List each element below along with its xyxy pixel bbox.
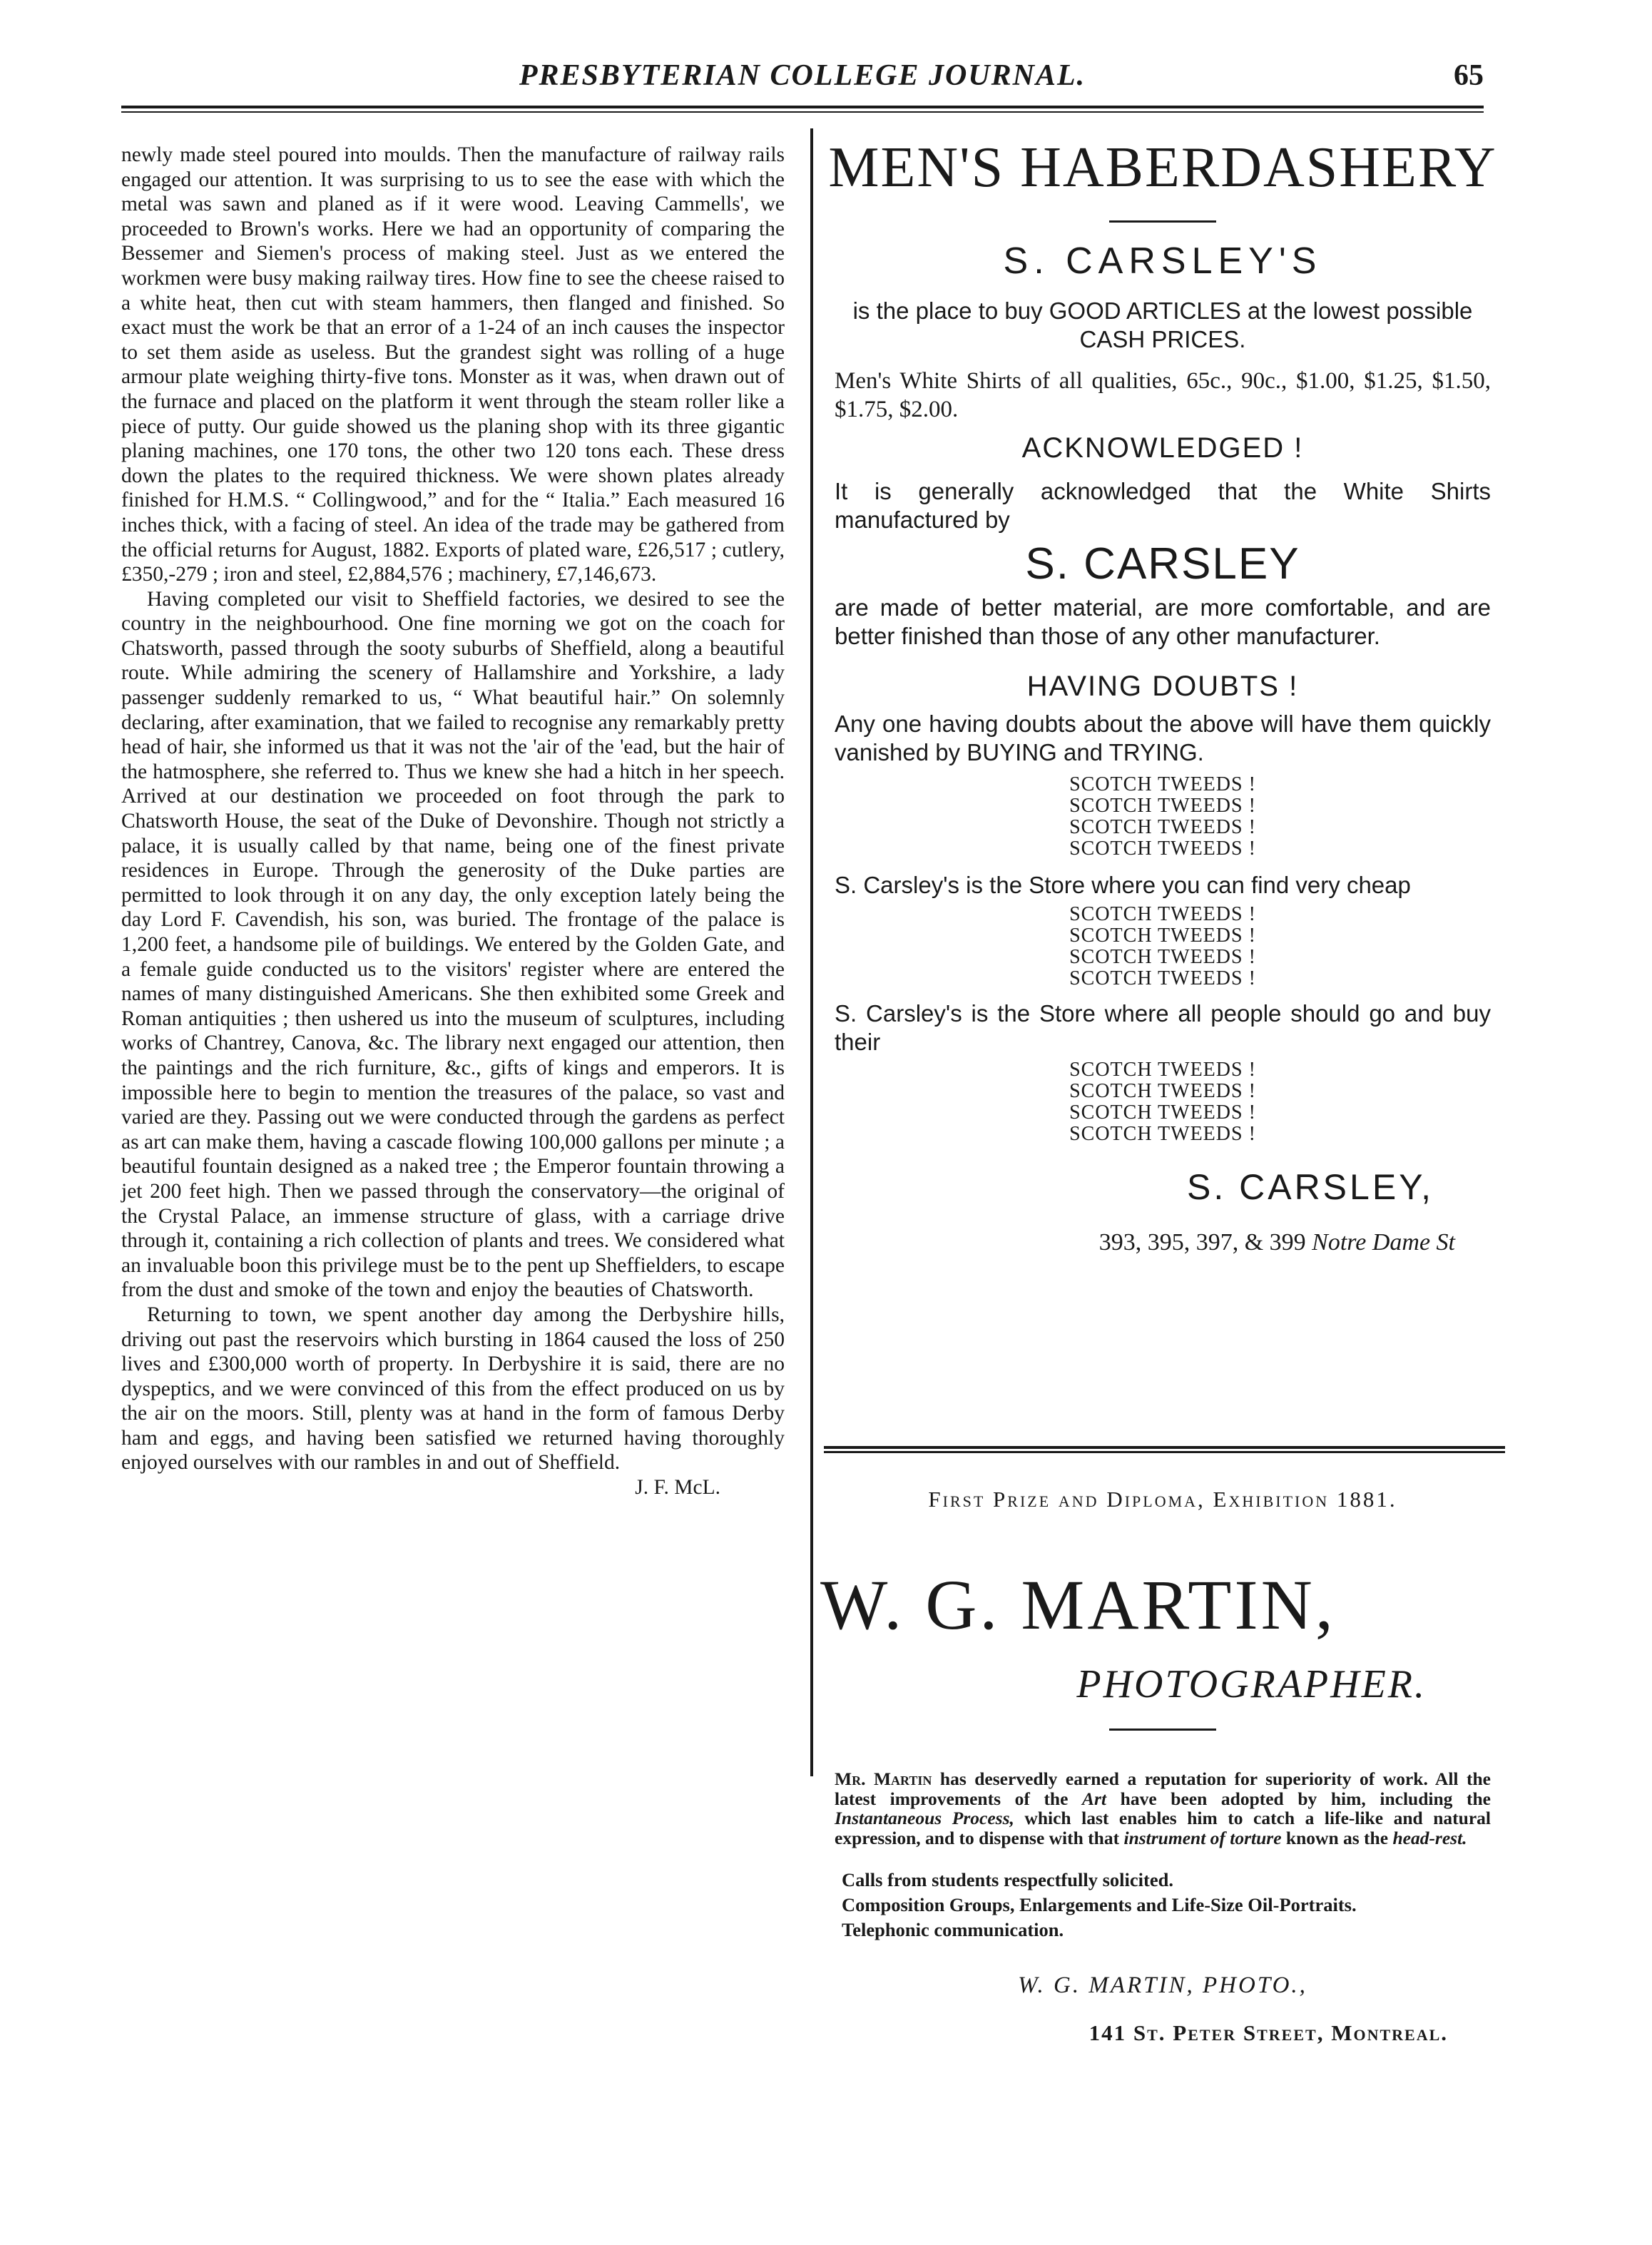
buy-text: S. Carsley's is the Store where all people should go and buy their: [835, 1000, 1491, 1055]
address-street: Notre Dame St: [1312, 1229, 1455, 1256]
carsley-name-large: S. CARSLEY: [1025, 539, 1300, 589]
tweeds-line: SCOTCH TWEEDS !: [1069, 903, 1256, 925]
martin-advertisement: [820, 1477, 1505, 2046]
tweeds-line: SCOTCH TWEEDS !: [1069, 946, 1256, 968]
acknowledged-text: It is generally acknowledged that the White Shirts manufactured by: [835, 478, 1491, 533]
martin-name: W. G. MARTIN,: [820, 1565, 1336, 1644]
page-number: 65: [1454, 59, 1484, 92]
services-line: Calls from students respectfully solicited.: [842, 1869, 1173, 1890]
carsley-intro: is the place to buy GOOD ARTICLES at the lowest possible CASH PRICES.: [852, 297, 1473, 352]
divider: [1109, 1729, 1216, 1731]
tweeds-line: SCOTCH TWEEDS !: [1069, 967, 1256, 989]
article-author: J. F. McL.: [635, 1476, 720, 1500]
article-column: [121, 143, 785, 1500]
carsley-advertisement: [820, 136, 1505, 1256]
tweeds-line: SCOTCH TWEEDS !: [1069, 838, 1256, 860]
acknowledged-heading: ACKNOWLEDGED !: [1021, 432, 1304, 464]
article-paragraph: newly made steel poured into moulds. Then the manufacture of railway rails engaged our attention. It was surprising to us to see the ease with which the metal was sawn and planed as if it were wood. Leaving Cammells', we proceeded to Brown's works. Here we had an opportunity of comparing the Bessemer and Siemen's process of making steel. Just as we entered the workmen were busy making railway tires. How fine to see the cheese raised to a white heat, then cut with steam hammers, then flanged and finished. So exact must the work be that an error of a 1-24 of an inch causes the inspector to set them aside as useless. But the grandest sight was rolling of a huge armour plate weighing thirty-five tons. Monster as it was, when drawn out of the furnace and placed on the platform it went through the steam roller like a piece of putty. Our guide showed us the planing shop with its three gigantic planing machines, one 170 tons, the other two 120 tons each. These dress down the plates to the required thickness. We were shown plates already finished for H.M.S. “ Collingwood,” and for the “ Italia.” Each measured 16 inches thick, with a facing of steel. An idea of the trade may be gathered from the official returns for August, 1882. Exports of plated ware, £26,517 ; cutlery, £350,-279 ; iron and steel, £2,884,576 ; machinery, £7,146,673.: [121, 143, 785, 586]
description-italic: Art: [1082, 1788, 1107, 1809]
tweeds-line: SCOTCH TWEEDS !: [1069, 925, 1256, 947]
tweeds-block: [820, 1059, 1505, 1145]
shirt-prices: Men's White Shirts of all qualities, 65c., 90c., $1.00, $1.25, $1.50, $1.75, $2.00.: [835, 368, 1491, 422]
tweeds-line: SCOTCH TWEEDS !: [1069, 1059, 1256, 1081]
cheap-text: S. Carsley's is the Store where you can find very cheap: [835, 872, 1411, 898]
doubts-text: Any one having doubts about the above will have them quickly vanished by BUYING and TRYING.: [835, 711, 1491, 765]
doubts-heading: HAVING DOUBTS !: [1026, 671, 1299, 702]
description-italic: instrument of torture: [1123, 1827, 1282, 1848]
tweeds-line: SCOTCH TWEEDS !: [1069, 1080, 1256, 1102]
header-rule: [121, 106, 1484, 108]
carsley-address: [820, 1229, 1505, 1256]
martin-services: [820, 1868, 1505, 1943]
services-line: Telephonic communication.: [842, 1919, 1064, 1940]
header-rule-thin: [121, 111, 1484, 113]
article-paragraph: Having completed our visit to Sheffield factories, we desired to see the country in the neighbourhood. One fine morning we got on the coach for Chatsworth, passed through the sooty suburbs of Sheffield, along a beautiful route. While admiring the scenery of Hallamshire and Yorkshire, a lady passenger suddenly remarked to us, “ What beautiful hair.” On solemnly declaring, after examination, that we failed to recognise any remarkably pretty head of hair, she informed us that it was not the 'air of the 'ead, but the hair of the hatmosphere, she referred to. Thus we knew she had a hitch in her speech. Arrived at our destination we proceeded on foot through the park to Chatsworth House, the seat of the Duke of Devonshire. Though not strictly a palace, it is usually called by that name, being one of the finest private residences in Europe. Through the generosity of the Duke parties are permitted to look through it on any day, the only exception lately being the day Lord F. Cavendish, his son, was buried. The frontage of the palace is 1,200 feet, a handsome pile of buildings. We entered by the Golden Gate, and a female guide conducted us to the visitors' register where are entered the names of many distinguished Americans. She then exhibited some Greek and Roman antiquities ; then ushered us into the museum of sculptures, including works of Chantrey, Canova, &c. The library next engaged our attention, then the paintings and the rich furniture, &c., gifts of kings and emperors. It is impossible here to begin to mention the treasures of the palace, so vast and varied are they. Passing out we were conducted through the gardens as perfect as art can make them, having a cascade flowing 100,000 gallons per minute ; a beautiful fountain designed as a naked tree ; the Emperor fountain throwing a jet 200 feet high. Then we passed through the conservatory—the original of the Crystal Palace, an immense structure of glass, with a carriage drive through it, containing a rich collection of plants and trees. We considered what an invaluable boon this privilege must be to the pent up Sheffielders, to escape from the dust and smoke of the town and enjoy the beauties of Chatsworth.: [121, 587, 785, 1302]
martin-signature: W. G. MARTIN, PHOTO.,: [1018, 1972, 1307, 1998]
description-text: known as the: [1281, 1827, 1393, 1848]
martin-name-smallcaps: Mr. Martin: [835, 1768, 932, 1789]
quality-text: are made of better material, are more comfortable, and are better finished than those of any other manufacturer.: [835, 594, 1491, 649]
tweeds-line: SCOTCH TWEEDS !: [1069, 773, 1256, 795]
column-divider: [810, 128, 813, 1776]
article-signoff: [121, 1475, 785, 1500]
tweeds-line: SCOTCH TWEEDS !: [1069, 1123, 1256, 1145]
description-italic: head-rest.: [1392, 1827, 1467, 1848]
haberdashery-headline: MEN'S HABERDASHERY: [828, 136, 1497, 199]
description-text: has deservedly earned a reputation for superiority of work. All the latest improvements of the: [835, 1768, 1491, 1809]
tweeds-block: [820, 774, 1505, 860]
advertisement-column: [820, 136, 1505, 1256]
tweeds-line: SCOTCH TWEEDS !: [1069, 816, 1256, 838]
article-paragraph: Returning to town, we spent another day among the Derbyshire hills, driving out past the reservoirs which bursting in 1864 caused the loss of 250 lives and £300,000 worth of property. In Derbyshire it is said, there are no dyspeptics, and we were convinced of this from the effect produced on us by the air on the moors. Still, plenty was at hand in the form of famous Derby ham and eggs, and having been satisfied we returned having thoroughly enjoyed ourselves with our rambles in and out of Sheffield.: [121, 1303, 785, 1475]
description-text: have been adopted by him, including the: [1106, 1788, 1491, 1809]
journal-title: PRESBYTERIAN COLLEGE JOURNAL.: [519, 59, 1086, 92]
carsley-signature: S. CARSLEY,: [1186, 1167, 1434, 1207]
tweeds-line: SCOTCH TWEEDS !: [1069, 795, 1256, 817]
running-header: [121, 58, 1484, 101]
prize-notice: First Prize and Diploma, Exhibition 1881.: [928, 1487, 1397, 1512]
photographer-title: PHOTOGRAPHER.: [1076, 1662, 1427, 1706]
services-line: Composition Groups, Enlargements and Life-Size Oil-Portraits.: [842, 1894, 1357, 1915]
tweeds-line: SCOTCH TWEEDS !: [1069, 1101, 1256, 1124]
description-text: which last enables him to catch a life-like and natural expression, and to dispense with that: [835, 1808, 1491, 1848]
description-italic: Instantaneous Process,: [835, 1808, 1014, 1828]
martin-description: [820, 1769, 1505, 1848]
address-numbers: 393, 395, 397, & 399: [1098, 1229, 1306, 1256]
martin-address: 141 St. Peter Street, Montreal.: [1088, 2020, 1448, 2045]
ad-separator-rule-thin: [824, 1451, 1505, 1453]
ad-separator-rule: [824, 1446, 1505, 1449]
tweeds-block: [820, 904, 1505, 989]
carsley-firm-name: S. CARSLEY'S: [1003, 240, 1322, 282]
divider: [1109, 220, 1216, 223]
